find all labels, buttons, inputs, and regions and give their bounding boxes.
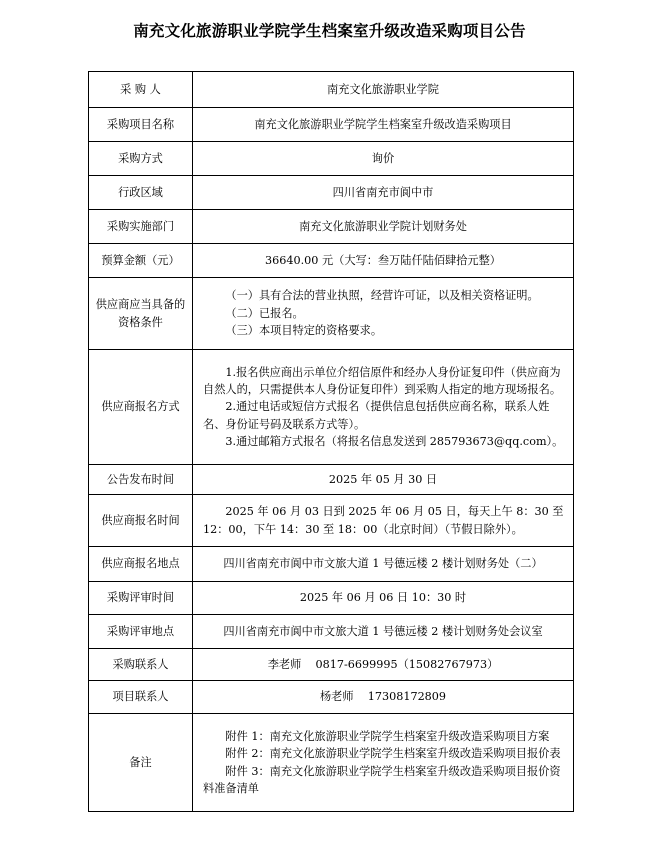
row-value: 南充文化旅游职业学院计划财务处 <box>193 210 574 244</box>
document-title: 南充文化旅游职业学院学生档案室升级改造采购项目公告 <box>133 22 526 40</box>
registration-method-item: 1.报名供应商出示单位介绍信原件和经办人身份证复印件（供应商为自然人的，只需提供本人身份证复印件）到采购人指定的地方现场报名。 <box>203 365 562 396</box>
registration-method-item: 3.通过邮箱方式报名（将报名信息发送到 285793673@qq.com）。 <box>225 435 564 449</box>
row-value: 南充文化旅游职业学院 <box>193 72 574 108</box>
row-label: 预算金额（元） <box>89 244 193 278</box>
registration-method-item: 2.通过电话或短信方式报名（提供信息包括供应商名称，联系人姓名、身份证号码及联系方式等）。 <box>203 400 550 431</box>
row-label: 备注 <box>89 714 193 812</box>
row-value: 36640.00 元（大写：叁万陆仟陆佰肆拾元整） <box>193 244 574 278</box>
table-row-review-location <box>89 615 574 649</box>
row-value: 四川省南充市阆中市文旅大道 1 号德远楼 2 楼计划财务处（二） <box>193 547 574 582</box>
table-row-project-contact <box>89 681 574 714</box>
row-label: 采购评审地点 <box>89 615 193 649</box>
table-row-purchaser <box>89 72 574 108</box>
row-value: 询价 <box>193 142 574 176</box>
table-row-procurement-contact <box>89 649 574 681</box>
row-label: 行政区域 <box>89 176 193 210</box>
row-value: 四川省南充市阆中市 <box>193 176 574 210</box>
row-label: 采购联系人 <box>89 649 193 681</box>
table-row-budget <box>89 244 574 278</box>
attachment-item: 附件 1：南充文化旅游职业学院学生档案室升级改造采购项目方案 <box>225 729 550 743</box>
row-value: 李老师 0817-6699995（15082767973） <box>193 649 574 681</box>
row-value <box>193 350 574 465</box>
row-value: 2025 年 06 月 06 日 10：30 时 <box>193 582 574 615</box>
table-row-region <box>89 176 574 210</box>
table-row-registration-time <box>89 495 574 547</box>
row-value: 杨老师 17308172809 <box>193 681 574 714</box>
qualification-item: （三）本项目特定的资格要求。 <box>225 324 383 338</box>
row-value <box>193 278 574 350</box>
row-label: 供应商报名方式 <box>89 350 193 465</box>
row-label: 供应商报名时间 <box>89 495 193 547</box>
table-row-qualifications <box>89 278 574 350</box>
row-label: 采购评审时间 <box>89 582 193 615</box>
row-label: 采购实施部门 <box>89 210 193 244</box>
qualification-item: （二）已报名。 <box>225 306 304 320</box>
table-row-remarks <box>89 714 574 812</box>
row-label: 供应商应当具备的资格条件 <box>89 278 193 350</box>
row-label: 采 购 人 <box>89 72 193 108</box>
row-value: 2025 年 05 月 30 日 <box>193 465 574 495</box>
table-row-publish-date <box>89 465 574 495</box>
table-row-registration-method <box>89 350 574 465</box>
table-row-review-time <box>89 582 574 615</box>
row-label: 项目联系人 <box>89 681 193 714</box>
row-value <box>193 495 574 547</box>
attachment-item: 附件 3：南充文化旅游职业学院学生档案室升级改造采购项目报价资料准备清单 <box>203 764 561 795</box>
row-value: 南充文化旅游职业学院学生档案室升级改造采购项目 <box>193 108 574 142</box>
table-row-project-name <box>89 108 574 142</box>
row-label: 采购项目名称 <box>89 108 193 142</box>
registration-time-text: 2025 年 06 月 03 日到 2025 年 06 月 05 日，每天上午 8：30 至 12：00，下午 14：30 至 18：00（北京时间）（节假日除外）。 <box>203 505 564 536</box>
table-row-procurement-method <box>89 142 574 176</box>
row-label: 采购方式 <box>89 142 193 176</box>
row-label: 公告发布时间 <box>89 465 193 495</box>
row-value <box>193 714 574 812</box>
qualification-item: （一）具有合法的营业执照，经营许可证，以及相关资格证明。 <box>225 289 539 303</box>
row-value: 四川省南充市阆中市文旅大道 1 号德远楼 2 楼计划财务处会议室 <box>193 615 574 649</box>
procurement-info-table <box>88 71 574 812</box>
table-row-department <box>89 210 574 244</box>
table-row-registration-location <box>89 547 574 582</box>
attachment-item: 附件 2：南充文化旅游职业学院学生档案室升级改造采购项目报价表 <box>225 747 561 761</box>
row-label: 供应商报名地点 <box>89 547 193 582</box>
